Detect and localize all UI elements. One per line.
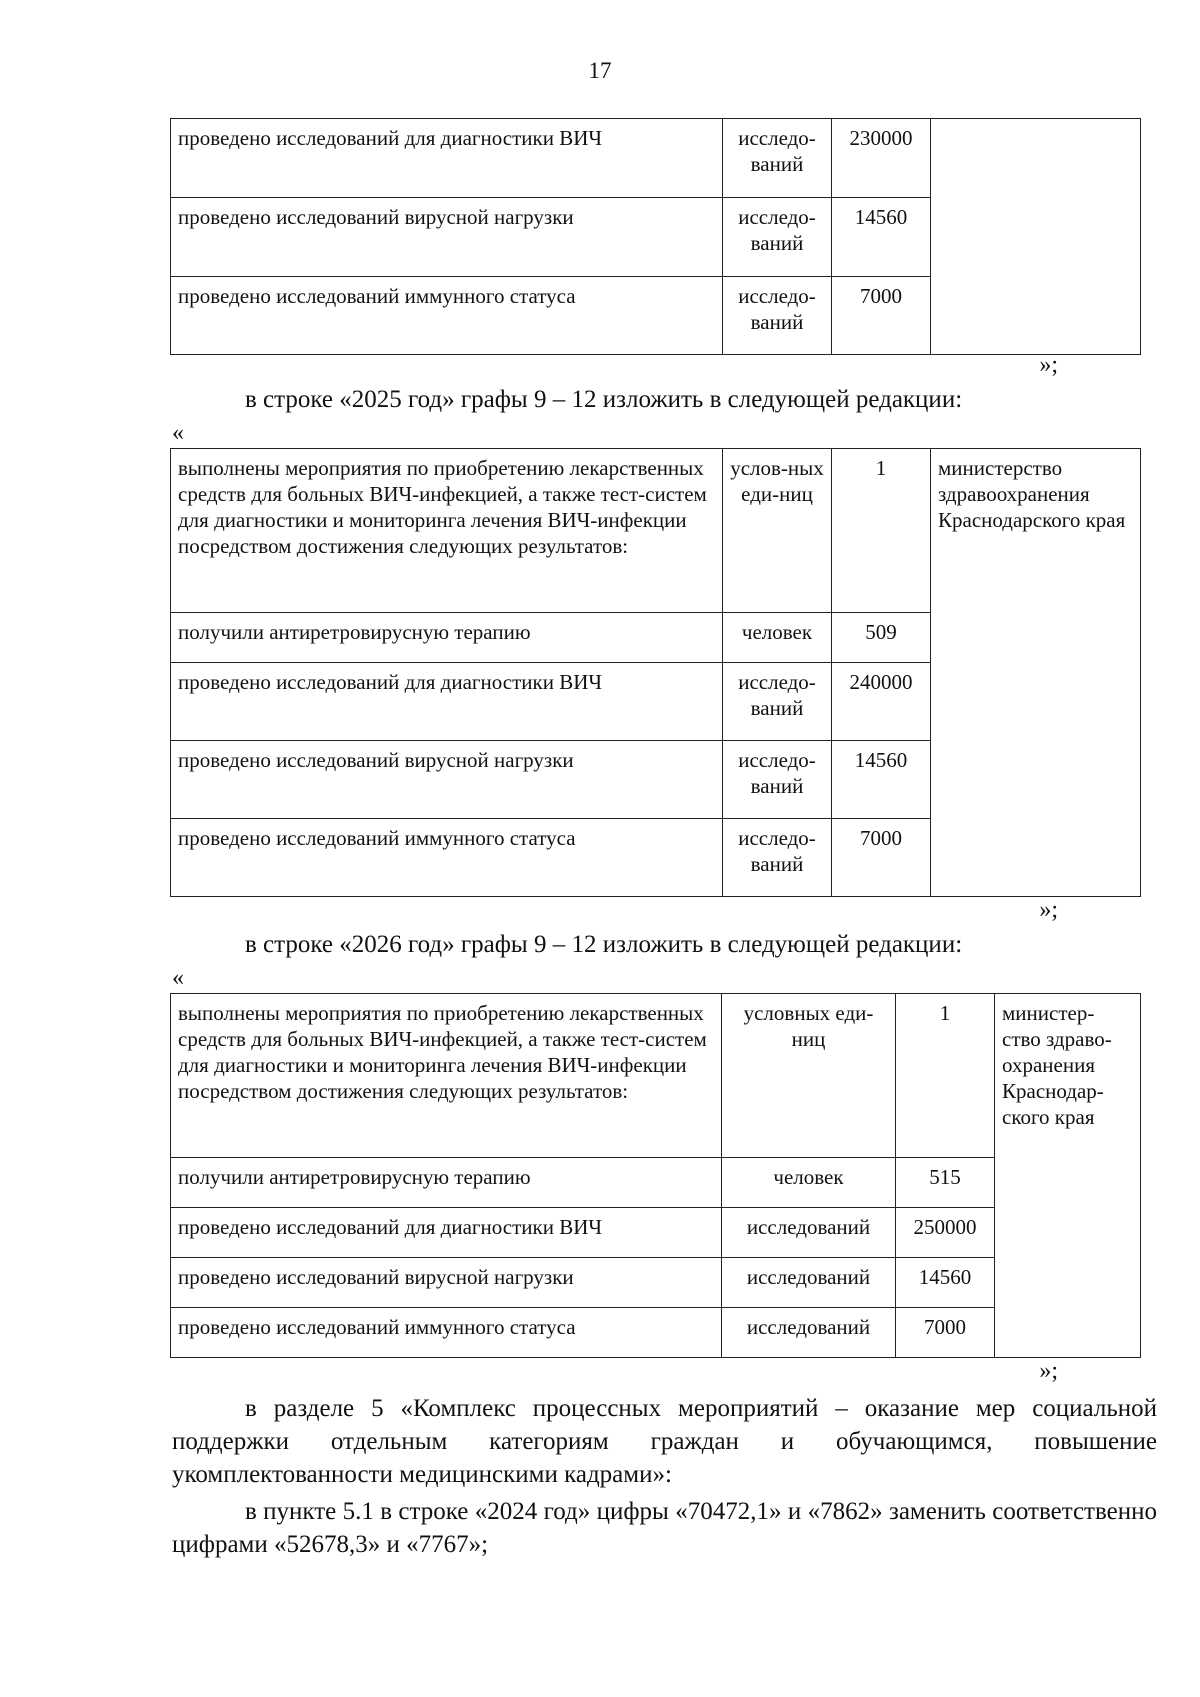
closing-quote: »;: [1039, 1358, 1058, 1384]
unit-cell: исследований: [722, 1258, 896, 1308]
table-row: [171, 994, 1141, 1158]
indicator-name: получили антиретровирусную терапию: [171, 1158, 722, 1208]
unit-cell: услов-ных еди-ниц: [723, 449, 832, 613]
closing-quote: »;: [1039, 352, 1058, 378]
unit-cell: исследо-ваний: [723, 819, 832, 897]
unit-cell: человек: [722, 1158, 896, 1208]
opening-quote: «: [172, 965, 184, 991]
unit-cell: исследо-ваний: [723, 741, 832, 819]
org-cell-empty: [931, 119, 1141, 355]
indicator-name: проведено исследований вирусной нагрузки: [171, 1258, 722, 1308]
unit-cell: условных еди-ниц: [722, 994, 896, 1158]
indicator-name: проведено исследований вирусной нагрузки: [171, 198, 723, 277]
unit-cell: исследо-ваний: [723, 277, 832, 355]
value-cell: 14560: [896, 1258, 995, 1308]
value-cell: 1: [832, 449, 931, 613]
indicator-name: проведено исследований иммунного статуса: [171, 819, 723, 897]
value-cell: 7000: [832, 277, 931, 355]
value-cell: 230000: [832, 119, 931, 198]
unit-cell: исследо-ваний: [723, 663, 832, 741]
page-number: 17: [588, 58, 612, 83]
value-cell: 7000: [896, 1308, 995, 1358]
value-cell: 7000: [832, 819, 931, 897]
indicator-name: получили антиретровирусную терапию: [171, 613, 723, 663]
unit-cell: исследований: [722, 1208, 896, 1258]
value-cell: 515: [896, 1158, 995, 1208]
indicator-name: проведено исследований вирусной нагрузки: [171, 741, 723, 819]
paragraph-item-5-1: в пункте 5.1 в строке «2024 год» цифры «70472,1» и «7862» заменить соответственно цифрами «52678,3» и «7767»;: [172, 1498, 1157, 1558]
table-continuation: [170, 118, 1141, 355]
instruction-2025: в строке «2025 год» графы 9 – 12 изложить в следующей редакции:: [245, 386, 963, 413]
unit-cell: человек: [723, 613, 832, 663]
unit-cell: исследо-ваний: [723, 198, 832, 277]
value-cell: 1: [896, 994, 995, 1158]
responsible-org: министерство здравоохранения Краснодарского края: [931, 449, 1141, 897]
closing-quote: »;: [1039, 897, 1058, 923]
indicator-name: проведено исследований иммунного статуса: [171, 1308, 722, 1358]
indicator-name: проведено исследований для диагностики ВИЧ: [171, 119, 723, 198]
value-cell: 240000: [832, 663, 931, 741]
indicator-name: проведено исследований для диагностики ВИЧ: [171, 663, 723, 741]
paragraph-section-5: в разделе 5 «Комплекс процессных мероприятий – оказание мер социальной поддержки отдельным категориям граждан и обучающимся, повышение укомплектованности медицинскими кадрами»:: [172, 1395, 1157, 1488]
unit-cell: исследо-ваний: [723, 119, 832, 198]
instruction-2026: в строке «2026 год» графы 9 – 12 изложить в следующей редакции:: [245, 931, 963, 958]
indicator-name: выполнены мероприятия по приобретению лекарственных средств для больных ВИЧ-инфекцией, а также тест-систем для диагностики и мониторинга лечения ВИЧ-инфекции посредством достижения следующих результатов:: [171, 449, 723, 613]
value-cell: 250000: [896, 1208, 995, 1258]
table-row: [171, 119, 1141, 198]
responsible-org: министер-ство здраво-охранения Краснодар-ского края: [995, 994, 1141, 1358]
value-cell: 14560: [832, 198, 931, 277]
table-2026: [170, 993, 1141, 1358]
table-row: [171, 449, 1141, 613]
opening-quote: «: [172, 420, 184, 446]
indicator-name: проведено исследований иммунного статуса: [171, 277, 723, 355]
table-2025: [170, 448, 1141, 897]
value-cell: 509: [832, 613, 931, 663]
unit-cell: исследований: [722, 1308, 896, 1358]
indicator-name: выполнены мероприятия по приобретению лекарственных средств для больных ВИЧ-инфекцией, а также тест-систем для диагностики и мониторинга лечения ВИЧ-инфекции посредством достижения следующих результатов:: [171, 994, 722, 1158]
indicator-name: проведено исследований для диагностики ВИЧ: [171, 1208, 722, 1258]
value-cell: 14560: [832, 741, 931, 819]
